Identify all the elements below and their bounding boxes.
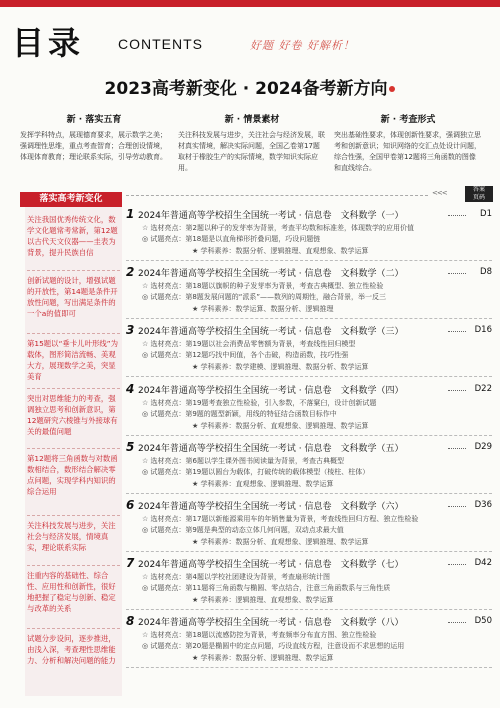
toc-entry[interactable] [126, 557, 492, 613]
sidebar-divider [27, 448, 120, 449]
sidebar-item: 第15题以“垂卡儿叶形线”为载体，图形简洁流畅、美观大方，展现数学之美，突显美育 [27, 339, 118, 381]
entry-divider [126, 435, 492, 436]
toc-entry-number: 8 [126, 614, 135, 628]
toc-entry-page: D42 [474, 558, 492, 568]
toc-entry-number: 1 [126, 207, 135, 221]
toc-entry-material: ☆ 选材亮点：第19题以社会消费品零售额为背景，考查线性回归模型 [142, 340, 356, 348]
toc-entry-core: ★ 学科素养：逻辑推理、直观想象、数学运算 [192, 596, 334, 604]
dot-leader [448, 506, 466, 507]
page-title-english: CONTENTS [118, 36, 203, 52]
feature-column [178, 112, 326, 174]
toc-entry-core: ★ 学科素养：数据分析、逻辑推理、直观想象、数学运算 [192, 247, 369, 255]
toc-entry-innovation: ◎ 试题亮点：第11题将三角函数与椭圆、零点结合，注意三角函数系与三角性质 [142, 584, 391, 592]
toc-entry-page: D36 [474, 500, 492, 510]
toc-entry-innovation: ◎ 试题亮点：第8题发展问题的“派系”——数列的周期性，融合背景，举一反三 [142, 293, 387, 301]
sidebar-item: 关注我国优秀传统文化，数学文化题常考常新，第12题以古代天文仪器——圭表为背景，提升民族自信 [27, 215, 118, 257]
slogan: 好题 好卷 好解析！ [250, 39, 355, 52]
toc-entry[interactable] [126, 324, 492, 380]
toc-entry-innovation: ◎ 试题亮点：第9题的题型新颖，用线的特征结合函数目标作中 [142, 410, 337, 418]
toc-entry-title-text: 2024年普通高等学校招生全国统一考试 · 信息卷 文科数学（七） [138, 560, 404, 570]
toc-entry-material: ☆ 选材亮点：第2题以种子的发芽率为背景，考查平均数和标准差，体现数学的应用价值 [142, 224, 414, 232]
toc-entry-number: 4 [126, 382, 135, 396]
toc-entry-title[interactable] [126, 557, 492, 570]
feature-title: 新 · 情景素材 [224, 115, 280, 125]
dot-leader [448, 331, 466, 332]
toc-entry-material: ☆ 选材亮点：第6题以学生课外图书阅读量为背景，考查古典概型 [142, 457, 344, 465]
toc-entry-number: 7 [126, 556, 135, 570]
sidebar-heading: 落实高考新变化 [20, 192, 122, 207]
entry-divider [126, 609, 492, 610]
sidebar-item: 试题分步设问，逐步推进，由浅入深，考查理性思维能力、分析和解决问题的能力 [27, 634, 116, 665]
toc-entry-innovation: ◎ 试题亮点：第19题以圆台为载体，打破传统的载体模型（棱柱、柱体） [142, 468, 370, 476]
toc-entry-number: 5 [126, 440, 135, 454]
sidebar-divider [27, 388, 120, 389]
dot-leader [448, 622, 466, 623]
toc-entry-title-text: 2024年普通高等学校招生全国统一考试 · 信息卷 文科数学（三） [138, 327, 404, 337]
toc-entry-page: D22 [474, 384, 492, 394]
toc-entry-title[interactable] [126, 383, 492, 396]
toc-entry-material: ☆ 选材亮点：第18题以流感防控为背景，考查频率分布直方图、独立性检验 [142, 631, 377, 639]
entry-divider [126, 667, 492, 668]
feature-title: 新 · 考查形式 [380, 115, 436, 125]
toc-entry-number: 3 [126, 323, 135, 337]
pin-icon [389, 86, 395, 92]
toc-entry[interactable] [126, 499, 492, 555]
feature-text: 关注科技发展与进步，关注社会与经济发展，联材真实情境，解决实际问题，全国乙卷第17题取材于橡胶生产的实际情境，数学知识实际应用。 [178, 131, 325, 172]
feature-column [20, 112, 168, 163]
dot-leader [448, 564, 466, 565]
toc-entry-page: D50 [474, 616, 492, 626]
toc-entry-title[interactable] [126, 441, 492, 454]
dot-leader [448, 273, 466, 274]
toc-entry-innovation: ◎ 试题亮点：第18题是以直角梯形折叠问题，巧设问题链 [142, 235, 321, 243]
toc-entry-title-text: 2024年普通高等学校招生全国统一考试 · 信息卷 文科数学（二） [138, 269, 404, 279]
toc-entry-core: ★ 学科素养：数学建模、逻辑推理、数据分析、数学运算 [192, 363, 369, 371]
toc-entry-page: D8 [480, 267, 492, 277]
toc-entry-title-text: 2024年普通高等学校招生全国统一考试 · 信息卷 文科数学（八） [138, 618, 404, 628]
sidebar-divider [27, 628, 120, 629]
toc-entry-page: D29 [474, 442, 492, 452]
toc-entry-innovation: ◎ 试题亮点：第20题是椭圆中的定点问题，巧设直线方程，注意设而不求思想的运用 [142, 642, 405, 650]
sidebar-item: 创新试题的设计，增强试题的开放性，第14题是条件开放性问题，写出满足条件的一个a的值即可 [27, 276, 118, 318]
toc-entry-page: D1 [480, 209, 492, 219]
toc-entry-title-text: 2024年普通高等学校招生全国统一考试 · 信息卷 文科数学（四） [138, 386, 404, 396]
toc-entry[interactable] [126, 383, 492, 439]
sidebar-divider [27, 565, 120, 566]
answer-page-badge: 答案 页码 [465, 186, 493, 202]
toc-entry-title-text: 2024年普通高等学校招生全国统一考试 · 信息卷 文科数学（一） [138, 211, 404, 221]
page-title: 目录 [12, 24, 85, 62]
toc-entry-core: ★ 学科素养：数据分析、直观想象、逻辑推理、数学运算 [192, 422, 369, 430]
toc-entry-title-text: 2024年普通高等学校招生全国统一考试 · 信息卷 文科数学（五） [138, 444, 404, 454]
feature-title: 新 · 落实五育 [66, 115, 122, 125]
toc-entry-core: ★ 学科素养：数学运算、数据分析、逻辑推理 [192, 305, 334, 313]
toc-entry-number: 2 [126, 265, 135, 279]
toc-entry-innovation: ◎ 试题亮点：第12题巧找中间值，各个击破，构造函数，技巧性强 [142, 351, 349, 359]
feature-text: 发挥学科特点，展现德育要求，展示数学之美；强调理性思维，重点考查智育；合理创设情境，体现体育教育；理论联系实际，引导劳动教育。 [20, 131, 167, 161]
toc-entry[interactable] [126, 266, 492, 322]
headline [0, 74, 500, 99]
top-color-bar [0, 0, 500, 7]
toc-entry-title[interactable] [126, 324, 492, 337]
entry-divider [126, 260, 492, 261]
entry-divider [126, 376, 492, 377]
feature-column [334, 112, 482, 174]
toc-entry-number: 6 [126, 498, 135, 512]
sidebar-item: 关注科技发展与进步，关注社会与经济发展，情境真实，理论联系实际 [27, 521, 116, 552]
toc-entry-material: ☆ 选材亮点：第4题以学校社团建设为背景，考查扇形统计图 [142, 573, 330, 581]
toc-entry-core: ★ 学科素养：数据分析、直观想象、逻辑推理、数学运算 [192, 538, 369, 546]
sidebar-panel [25, 193, 122, 696]
sidebar-item: 突出对思维能力的考查，强调独立思考和创新意识，第12题研究六棱锥与外接球有关的最值问题 [27, 394, 118, 436]
entry-divider [126, 318, 492, 319]
dot-leader [448, 390, 466, 391]
toc-entry-page: D16 [474, 325, 492, 335]
feature-text: 突出基础性要求，体现创新性要求，强调独立思考和创新意识；知识网络的交汇点处设计问题，综合性强，全国甲卷第12题将三角函数的图像和直线综合。 [334, 131, 481, 172]
toc-entry-title[interactable] [126, 499, 492, 512]
toc-entry-core: ★ 学科素养：数据分析、逻辑推理、数学运算 [192, 654, 334, 662]
sidebar-divider [27, 270, 120, 271]
sidebar-divider [27, 333, 120, 334]
toc-entry-material: ☆ 选材亮点：第19题考查独立性检验，引入参数，不落窠臼，设计创新试题 [142, 399, 377, 407]
toc-entry-title[interactable] [126, 266, 492, 279]
dot-leader [448, 215, 466, 216]
headline-text: 2023高考新变化 · 2024备考新方向 [104, 79, 388, 99]
toc-entry-material: ☆ 选材亮点：第17题以新能源乘用车的年销售量为背景，考查线性回归方程、独立性检验 [142, 515, 419, 523]
toc-entry-core: ★ 学科素养：直观想象、逻辑推理、数学运算 [192, 480, 334, 488]
sidebar-divider [27, 515, 120, 516]
sidebar-item: 第12题将三角函数与对数函数相结合，数形结合解决零点问题，实现学科内知识的综合运用 [27, 454, 118, 496]
toc-entry-innovation: ◎ 试题亮点：第9题是典型的动态立体几何问题，双动点求最大值 [142, 526, 344, 534]
entry-divider [126, 493, 492, 494]
toc-entry[interactable] [126, 615, 492, 671]
toc-entry-material: ☆ 选材亮点：第18题以旗帜的种子发芽率为背景，考查古典概型、独立性检验 [142, 282, 384, 290]
sidebar-item: 注重内容的基础性、综合性、应用性和创新性，很好地把握了稳定与创新、稳定与改革的关系 [27, 571, 116, 613]
divider [126, 195, 428, 196]
dot-leader [448, 448, 466, 449]
entry-divider [126, 551, 492, 552]
chevron-left-icon: <<< [432, 189, 447, 197]
toc-entry[interactable] [126, 441, 492, 497]
toc-entry-title-text: 2024年普通高等学校招生全国统一考试 · 信息卷 文科数学（六） [138, 502, 404, 512]
toc-entry[interactable] [126, 208, 492, 264]
toc-entry-title[interactable] [126, 208, 492, 221]
toc-entry-title[interactable] [126, 615, 492, 628]
